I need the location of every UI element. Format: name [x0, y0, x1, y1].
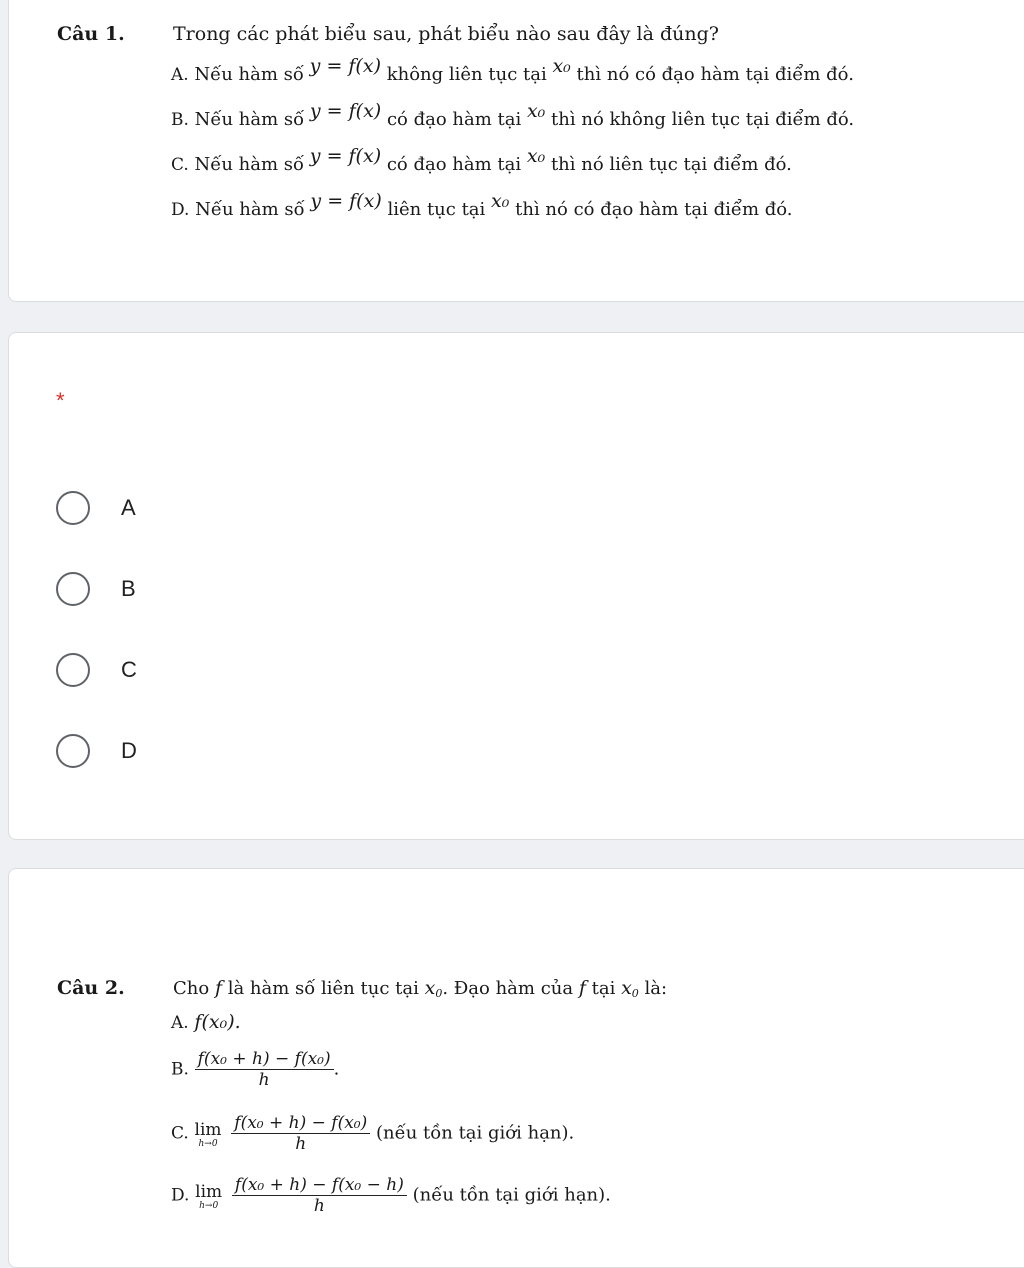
fraction-denominator: h [313, 1196, 325, 1216]
limit-symbol: lim [195, 1181, 223, 1202]
stem-math: f [214, 977, 222, 999]
radio-button-d[interactable] [56, 734, 90, 768]
stem-subscript: 0 [435, 987, 443, 1000]
choice-label-a: A [121, 495, 136, 520]
question-1-number: Câu 1. [57, 23, 125, 45]
choice-label-b: B [121, 576, 136, 601]
question-1-option-d [171, 190, 793, 220]
stem-math: x [424, 977, 436, 999]
choice-a[interactable] [56, 488, 136, 528]
stem-subscript: 0 [631, 987, 639, 1000]
option-mid: không liên tục tại [386, 64, 547, 85]
option-mid: có đạo hàm tại [386, 109, 522, 130]
limit-subscript: h→0 [199, 1200, 219, 1211]
option-label: D. [171, 200, 190, 220]
option-label: B. [171, 1059, 189, 1080]
stem-text: . Đạo hàm của [442, 978, 574, 999]
option-post: thì nó liên tục tại điểm đó. [550, 154, 792, 175]
option-post: thì nó có đạo hàm tại điểm đó. [515, 199, 793, 220]
stem-text: Cho [173, 978, 210, 999]
option-post: thì nó không liên tục tại điểm đó. [551, 109, 855, 130]
fraction-denominator: h [258, 1070, 270, 1090]
stem-text: là: [644, 978, 668, 999]
limit-symbol: lim [194, 1119, 222, 1140]
option-math: y = f(x) [309, 145, 382, 167]
option-pre: Nếu hàm số [194, 64, 304, 85]
question-2-card [8, 868, 1024, 1268]
option-pre: Nếu hàm số [195, 199, 305, 220]
question-2-stem [173, 977, 667, 1000]
question-1-card [8, 0, 1024, 302]
option-note: (nếu tồn tại giới hạn). [412, 1184, 611, 1206]
question-2-number: Câu 2. [57, 977, 125, 999]
option-label: B. [171, 110, 189, 130]
stem-text: là hàm số liên tục tại [227, 978, 419, 999]
option-math: y = f(x) [309, 55, 381, 77]
option-pre: Nếu hàm số [194, 154, 305, 175]
answer-choices-card [8, 332, 1024, 840]
question-1-option-c [171, 145, 792, 175]
option-var: x₀ [526, 145, 546, 167]
option-label: A. [171, 65, 189, 85]
fraction-numerator: f(x₀ + h) − f(x₀) [195, 1049, 334, 1070]
radio-button-b[interactable] [56, 572, 90, 606]
question-2-option-c [171, 1113, 574, 1154]
option-label: C. [171, 155, 189, 175]
choice-b[interactable] [56, 569, 136, 609]
stem-text: tại [591, 978, 616, 999]
fraction-numerator: f(x₀ + h) − f(x₀) [231, 1113, 370, 1134]
option-mid: liên tục tại [387, 199, 486, 220]
option-label: C. [171, 1123, 189, 1144]
option-var: x₀ [491, 190, 510, 212]
required-asterisk: * [56, 388, 65, 413]
option-mid: có đạo hàm tại [386, 154, 522, 175]
question-1-option-a [171, 55, 854, 85]
question-2-option-a [171, 1011, 241, 1033]
option-math: y = f(x) [309, 100, 382, 122]
question-1-stem: Trong các phát biểu sau, phát biểu nào sau đây là đúng? [173, 23, 719, 45]
radio-button-c[interactable] [56, 653, 90, 687]
option-post: thì nó có đạo hàm tại điểm đó. [576, 64, 854, 85]
fraction-numerator: f(x₀ + h) − f(x₀ − h) [232, 1175, 407, 1196]
choice-label-c: C [121, 657, 137, 682]
option-math: y = f(x) [310, 190, 382, 212]
question-1-option-b [171, 100, 855, 130]
option-var: x₀ [552, 55, 571, 77]
fraction [195, 1049, 334, 1090]
fraction [231, 1113, 370, 1154]
stem-math: x [621, 977, 632, 999]
limit [195, 1182, 222, 1210]
fraction [232, 1175, 407, 1216]
option-var: x₀ [526, 100, 546, 122]
fraction-denominator: h [295, 1134, 307, 1154]
option-pre: Nếu hàm số [194, 109, 305, 130]
limit-subscript: h→0 [198, 1138, 218, 1149]
radio-button-a[interactable] [56, 491, 90, 525]
choice-label-d: D [121, 738, 137, 763]
choice-d[interactable] [56, 731, 137, 771]
question-2-option-b: B. $\frac{\text{f(x₀ + h) − f(x₀)}}{h}$ . [171, 1049, 340, 1090]
limit [195, 1120, 222, 1148]
choice-c[interactable] [56, 650, 137, 690]
stem-math: f [578, 977, 586, 999]
option-math: f(x₀). [194, 1011, 241, 1033]
option-label: D. [171, 1185, 190, 1206]
option-label: A. [171, 1013, 189, 1033]
question-2-option-d [171, 1175, 611, 1216]
option-note: (nếu tồn tại giới hạn). [376, 1122, 575, 1144]
